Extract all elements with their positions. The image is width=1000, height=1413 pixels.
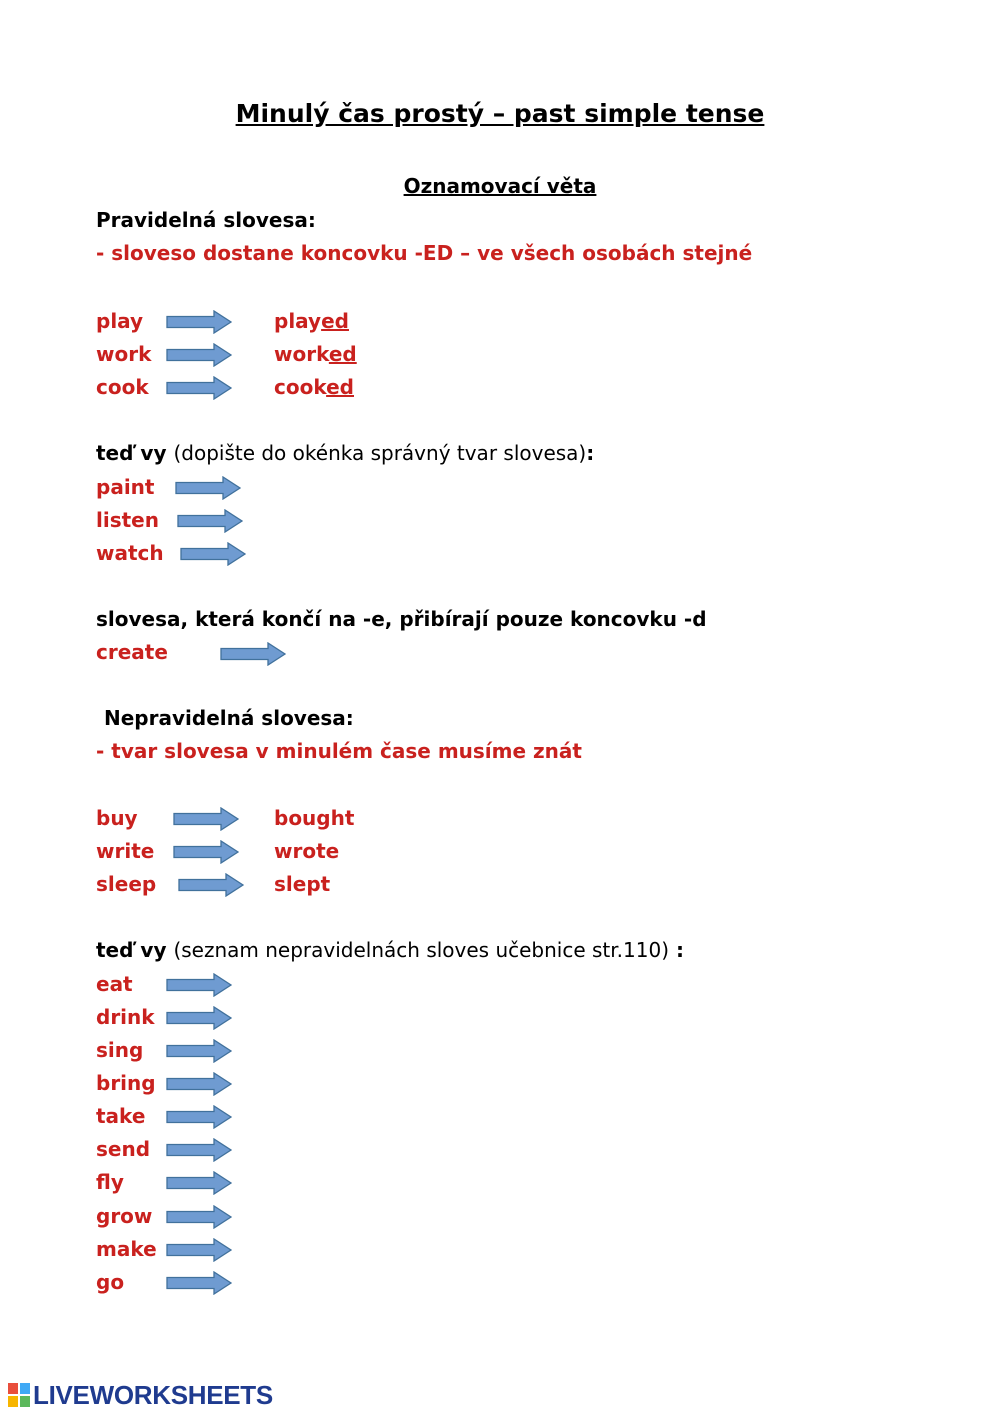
arrow-icon bbox=[166, 1271, 232, 1295]
arrow-icon bbox=[173, 840, 239, 864]
irregular-rule: - tvar slovesa v minulém čase musíme znát bbox=[96, 739, 582, 763]
example-base: cook bbox=[96, 375, 149, 399]
arrow-icon bbox=[166, 1072, 232, 1096]
example-past bbox=[274, 309, 349, 333]
exercise-verb: listen bbox=[96, 508, 159, 532]
arrow-icon bbox=[166, 1205, 232, 1229]
exercise-verb: go bbox=[96, 1270, 125, 1294]
section-subtitle: Oznamovací věta bbox=[403, 174, 597, 198]
exercise-verb: sing bbox=[96, 1038, 144, 1062]
example-base: buy bbox=[96, 806, 138, 830]
page-title: Minulý čas prostý – past simple tense bbox=[235, 99, 765, 128]
arrow-icon bbox=[166, 376, 232, 400]
exercise-verb: paint bbox=[96, 475, 155, 499]
brand-name: LIVEWORKSHEETS bbox=[33, 1379, 273, 1410]
example-base: write bbox=[96, 839, 155, 863]
arrow-icon bbox=[166, 1138, 232, 1162]
past-stem: cook bbox=[274, 375, 327, 399]
arrow-icon bbox=[177, 509, 243, 533]
arrow-icon bbox=[166, 310, 232, 334]
regular-rule: - sloveso dostane koncovku -ED – ve všech osobách stejné bbox=[96, 241, 753, 265]
arrow-icon bbox=[173, 807, 239, 831]
example-past: wrote bbox=[274, 839, 340, 863]
past-ending: ed bbox=[326, 375, 354, 399]
arrow-icon bbox=[220, 642, 286, 666]
arrow-icon bbox=[166, 1039, 232, 1063]
regular-heading: Pravidelná slovesa: bbox=[96, 208, 316, 232]
exercise-verb: drink bbox=[96, 1005, 155, 1029]
example-past: slept bbox=[274, 872, 331, 896]
arrow-icon bbox=[178, 873, 244, 897]
example-past: bought bbox=[274, 806, 355, 830]
arrow-icon bbox=[166, 1171, 232, 1195]
exercise-verb: fly bbox=[96, 1170, 124, 1194]
task-text: (seznam nepravidelnách sloves učebnice str.110) bbox=[173, 938, 669, 962]
task-bold: teď vy bbox=[96, 938, 167, 962]
task-colon: : bbox=[669, 938, 684, 962]
past-ending: ed bbox=[321, 309, 349, 333]
past-stem: play bbox=[274, 309, 322, 333]
task-instruction bbox=[96, 441, 594, 465]
arrow-icon bbox=[166, 1006, 232, 1030]
arrow-icon bbox=[166, 1105, 232, 1129]
exercise-verb: send bbox=[96, 1137, 151, 1161]
arrow-icon bbox=[180, 542, 246, 566]
arrow-icon bbox=[166, 973, 232, 997]
arrow-icon bbox=[175, 476, 241, 500]
liveworksheets-logo-icon bbox=[8, 1383, 30, 1407]
arrow-icon bbox=[166, 1238, 232, 1262]
example-base: sleep bbox=[96, 872, 157, 896]
exercise-verb: watch bbox=[96, 541, 164, 565]
task-text: (dopište do okénka správný tvar slovesa) bbox=[173, 441, 587, 465]
past-stem: work bbox=[274, 342, 329, 366]
example-past bbox=[274, 342, 357, 366]
liveworksheets-logo bbox=[8, 1380, 273, 1410]
arrow-icon bbox=[166, 343, 232, 367]
example-base: play bbox=[96, 309, 144, 333]
task-bold: teď vy bbox=[96, 441, 167, 465]
past-ending: ed bbox=[328, 342, 357, 366]
exercise-verb: bring bbox=[96, 1071, 156, 1095]
exercise-verb: grow bbox=[96, 1204, 153, 1228]
exercise-verb: take bbox=[96, 1104, 146, 1128]
exercise-verb: eat bbox=[96, 972, 133, 996]
example-base: work bbox=[96, 342, 152, 366]
task-colon: : bbox=[586, 441, 595, 465]
exercise-verb: create bbox=[96, 640, 168, 664]
exercise-verb: make bbox=[96, 1237, 157, 1261]
e-ending-rule: slovesa, která končí na -e, přibírají pouze koncovku -d bbox=[96, 607, 707, 631]
example-past bbox=[274, 375, 354, 399]
task-instruction bbox=[96, 938, 684, 962]
irregular-heading: Nepravidelná slovesa: bbox=[104, 706, 354, 730]
